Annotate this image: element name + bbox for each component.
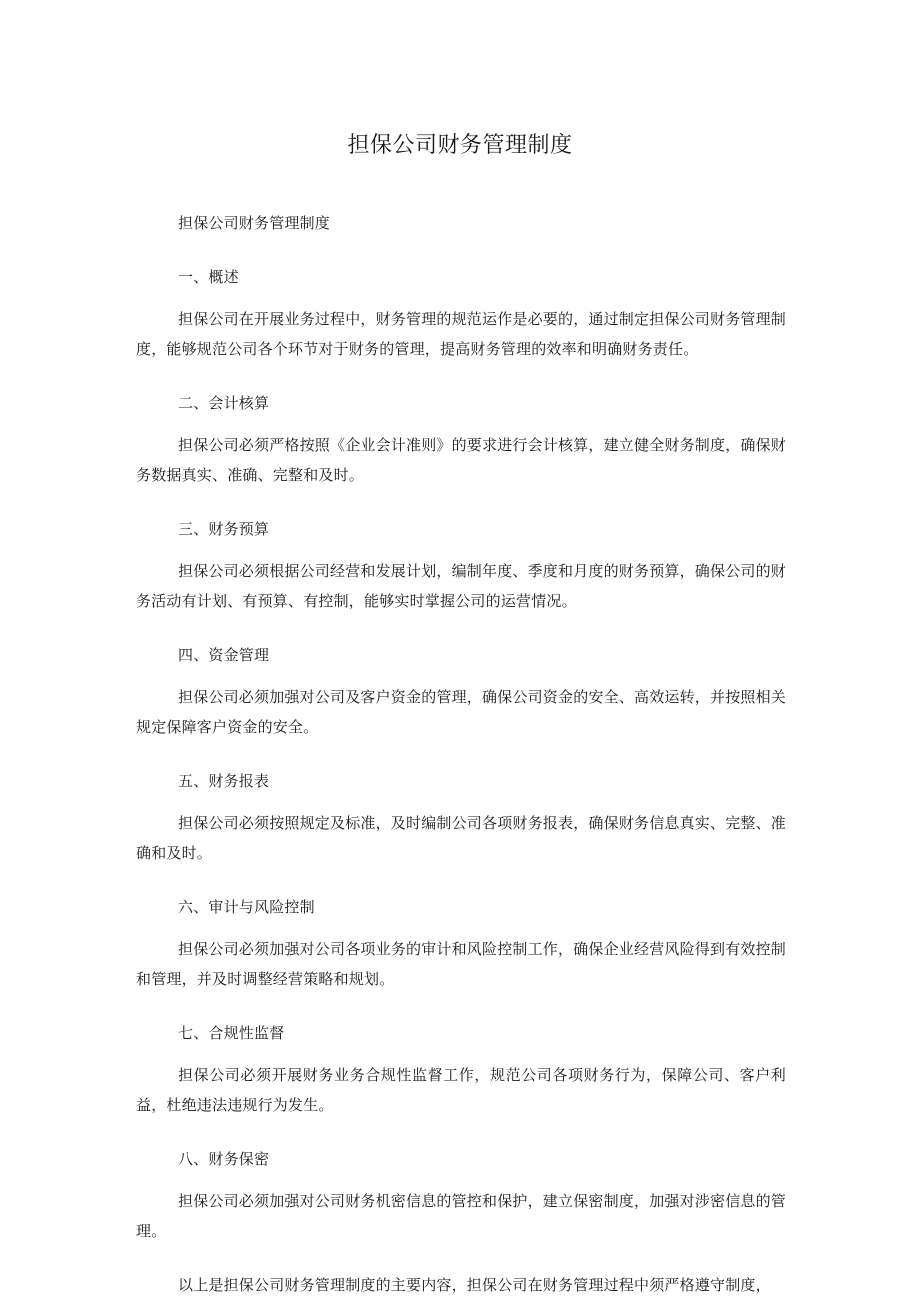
section-paragraph-5: 担保公司必须按照规定及标准，及时编制公司各项财务报表，确保财务信息真实、完整、准确和及时。: [136, 814, 787, 862]
section-heading-6: 六、审计与风险控制: [178, 898, 315, 916]
section-paragraph-1: 担保公司在开展业务过程中，财务管理的规范运作是必要的，通过制定担保公司财务管理制度，能够规范公司各个环节对于财务的管理，提高财务管理的效率和明确财务责任。: [136, 310, 787, 358]
closing-paragraph: 以上是担保公司财务管理制度的主要内容，担保公司在财务管理过程中须严格遵守制度，: [178, 1276, 771, 1294]
document-subtitle: 担保公司财务管理制度: [178, 214, 331, 232]
section-paragraph-4: 担保公司必须加强对公司及客户资金的管理，确保公司资金的安全、高效运转，并按照相关规定保障客户资金的安全。: [136, 688, 787, 736]
section-heading-3: 三、财务预算: [178, 520, 270, 538]
section-heading-1: 一、概述: [178, 268, 239, 286]
section-heading-2: 二、会计核算: [178, 394, 270, 412]
section-paragraph-3: 担保公司必须根据公司经营和发展计划，编制年度、季度和月度的财务预算，确保公司的财务活动有计划、有预算、有控制，能够实时掌握公司的运营情况。: [136, 562, 787, 610]
document-body: [136, 208, 786, 1300]
section-heading-7: 七、合规性监督: [178, 1024, 285, 1042]
document-title: 担保公司财务管理制度: [347, 133, 573, 158]
section-paragraph-7: 担保公司必须开展财务业务合规性监督工作，规范公司各项财务行为，保障公司、客户利益，杜绝违法违规行为发生。: [136, 1066, 786, 1114]
section-paragraph-2: 担保公司必须严格按照《企业会计准则》的要求进行会计核算，建立健全财务制度，确保财务数据真实、准确、完整和及时。: [136, 436, 787, 484]
section-paragraph-6: 担保公司必须加强对公司各项业务的审计和风险控制工作，确保企业经营风险得到有效控制和管理，并及时调整经营策略和规划。: [136, 940, 787, 988]
section-heading-5: 五、财务报表: [178, 772, 270, 790]
section-heading-4: 四、资金管理: [178, 646, 270, 664]
section-paragraph-8: 担保公司必须加强对公司财务机密信息的管控和保护，建立保密制度，加强对涉密信息的管理。: [136, 1192, 787, 1240]
section-heading-8: 八、财务保密: [178, 1150, 270, 1168]
